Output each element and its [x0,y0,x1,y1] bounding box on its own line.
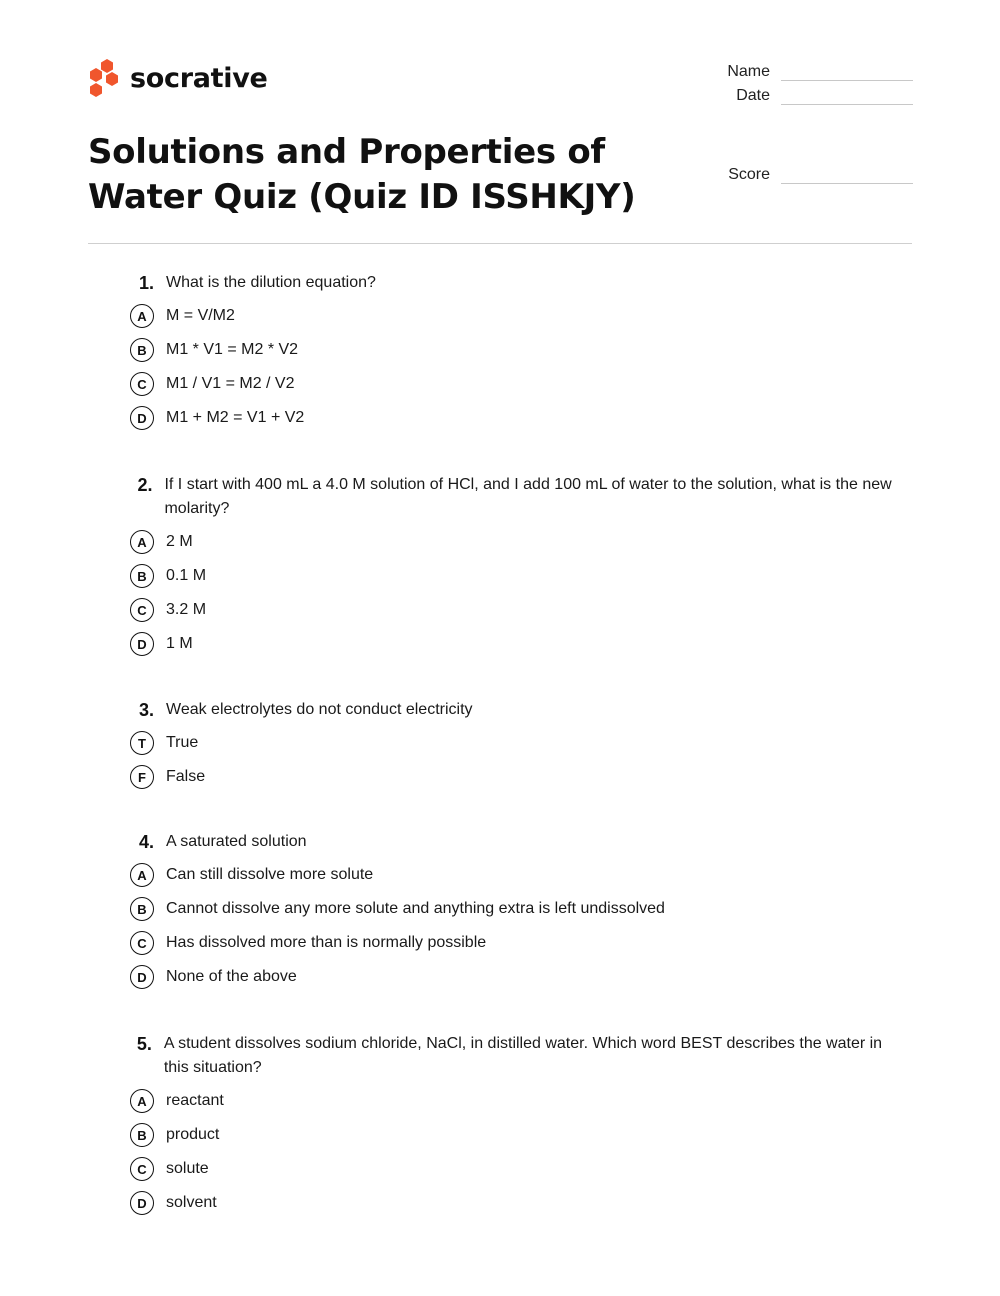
question-text: A student dissolves sodium chloride, NaCl, in distilled water. Which word BEST describes the water in this situation? [163,1035,883,1076]
answer-option [130,896,910,922]
question-number: 4. [138,832,154,852]
option-letter-badge: D [130,406,154,430]
answer-option [130,371,910,397]
option-letter-badge: C [130,931,154,955]
option-text: True [166,734,199,751]
answer-option [130,529,910,555]
option-text: 0.1 M [166,567,207,584]
date-label: Date [736,87,770,104]
option-text: None of the above [166,968,297,985]
answer-option [130,730,910,756]
option-text: Has dissolved more than is normally possible [166,934,487,951]
answer-option [130,1156,910,1182]
question-text: Weak electrolytes do not conduct electricity [166,701,473,718]
option-letter-badge: B [130,564,154,588]
name-label: Name [727,63,770,80]
option-text: 2 M [166,533,193,550]
question-number: 1. [138,273,154,293]
score-label: Score [728,166,770,183]
question-5 [130,1032,910,1216]
answer-option [130,862,910,888]
option-letter-badge: F [130,765,154,789]
question-4 [130,830,910,990]
option-letter-badge: A [130,530,154,554]
answer-option [130,631,910,657]
option-letter-badge: D [130,632,154,656]
logo-wordmark: socrative [130,62,268,94]
option-text: M1 * V1 = M2 * V2 [166,341,299,358]
option-text: solute [166,1160,209,1177]
option-letter-badge: B [130,338,154,362]
option-letter-badge: B [130,897,154,921]
option-text: product [166,1126,220,1143]
question-number: 2. [137,475,153,495]
quiz-title-line-1: Solutions and Properties of [88,132,605,172]
option-text: reactant [166,1092,224,1109]
answer-option [130,1190,910,1216]
option-text: Cannot dissolve any more solute and anything extra is left undissolved [166,900,665,917]
answer-option [130,563,910,589]
question-number: 5. [136,1034,152,1054]
option-text: 3.2 M [166,601,207,618]
option-letter-badge: C [130,598,154,622]
option-text: M = V/M2 [166,307,235,324]
option-text: solvent [166,1194,217,1211]
answer-option [130,764,910,790]
hexagon-cluster-icon [88,58,120,98]
option-text: M1 / V1 = M2 / V2 [166,375,295,392]
name-line [781,62,913,81]
question-text: What is the dilution equation? [166,274,376,291]
question-text: If I start with 400 mL a 4.0 M solution of HCl, and I add 100 mL of water to the solution, what is the new molarity? [164,476,892,517]
question-text: A saturated solution [166,833,307,850]
answer-option [130,303,910,329]
answer-option [130,1088,910,1114]
date-line [781,86,913,105]
question-1 [130,271,910,431]
option-letter-badge: A [130,1089,154,1113]
socrative-logo [88,58,268,98]
date-field [700,86,913,105]
question-2 [130,473,910,657]
option-text: M1 + M2 = V1 + V2 [166,409,305,426]
name-field [700,62,913,81]
answer-option [130,964,910,990]
answer-option [130,597,910,623]
option-letter-badge: A [130,863,154,887]
option-text: 1 M [166,635,193,652]
option-letter-badge: C [130,1157,154,1181]
answer-option [130,1122,910,1148]
question-3 [130,698,910,790]
option-text: False [166,768,206,785]
option-text: Can still dissolve more solute [166,866,374,883]
header-divider [88,243,912,244]
score-field [700,165,913,184]
score-line [781,165,913,184]
answer-option [130,405,910,431]
option-letter-badge: T [130,731,154,755]
option-letter-badge: B [130,1123,154,1147]
option-letter-badge: C [130,372,154,396]
answer-option [130,337,910,363]
option-letter-badge: D [130,965,154,989]
answer-option [130,930,910,956]
option-letter-badge: A [130,304,154,328]
question-number: 3. [138,700,154,720]
quiz-title [88,130,688,220]
option-letter-badge: D [130,1191,154,1215]
quiz-title-line-2: Water Quiz (Quiz ID ISSHKJY) [88,177,636,217]
